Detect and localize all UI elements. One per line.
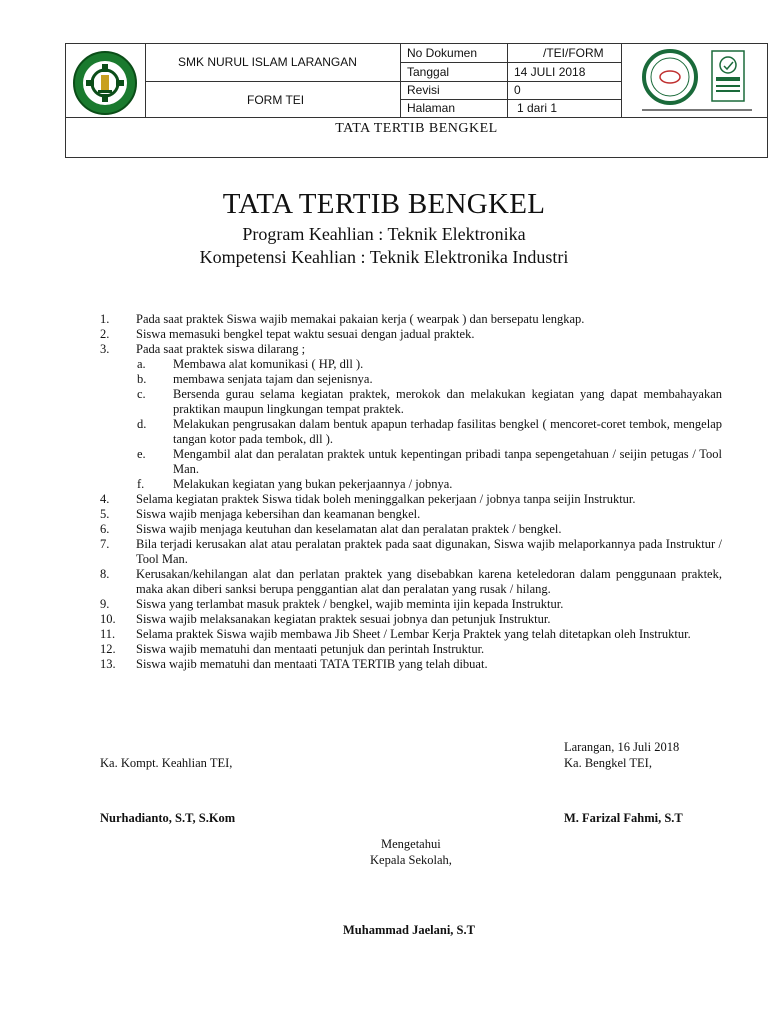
mengetahui-label: Mengetahui bbox=[381, 837, 441, 851]
rule-number: 6. bbox=[100, 522, 110, 536]
field-label-tanggal: Tanggal bbox=[407, 65, 450, 79]
sub-letter: b. bbox=[137, 372, 147, 386]
field-label-revisi: Revisi bbox=[407, 83, 440, 97]
field-label-halaman: Halaman bbox=[407, 101, 456, 115]
program-keahlian: Program Keahlian : Teknik Elektronika bbox=[242, 224, 526, 244]
rule-text: Pada saat praktek Siswa wajib memakai pakaian kerja ( wearpak ) dan bersepatu lengkap. bbox=[136, 312, 585, 326]
rule-text: Siswa yang terlambat masuk praktek / bengkel, wajib meminta ijin kepada Instruktur. bbox=[136, 597, 564, 611]
list-item bbox=[100, 492, 722, 507]
sub-text: Melakukan pengrusakan dalam bentuk apapun terhadap fasilitas bengkel ( mencoret-coret tembok, mengelap tangan kotor pada tembok, dll ). bbox=[173, 417, 722, 446]
school-name: SMK NURUL ISLAM LARANGAN bbox=[178, 55, 357, 69]
sub-text: membawa senjata tajam dan sejenisnya. bbox=[173, 372, 373, 386]
document-header bbox=[65, 43, 768, 158]
rule-text: Siswa wajib melaksanakan kegiatan praktek sesuai jobnya dan petunjuk Instruktur. bbox=[136, 612, 551, 626]
header-banner-title: TATA TERTIB BENGKEL bbox=[335, 121, 498, 136]
list-item bbox=[100, 612, 722, 627]
list-item bbox=[100, 567, 722, 597]
field-value-halaman: 1 dari 1 bbox=[517, 101, 558, 115]
rule-number: 3. bbox=[100, 342, 110, 356]
sub-item bbox=[100, 372, 722, 387]
list-item bbox=[100, 312, 722, 327]
head-signatory-name: Muhammad Jaelani, S.T bbox=[343, 923, 475, 937]
sub-text: Mengambil alat dan peralatan praktek untuk kepentingan pribadi tanpa sepengetahuan / seijin petugas / Tool Man. bbox=[173, 447, 722, 476]
rule-number: 7. bbox=[100, 537, 110, 551]
rule-number: 9. bbox=[100, 597, 110, 611]
list-item bbox=[100, 342, 722, 357]
sub-text: Bersenda gurau selama kegiatan praktek, merokok dan melakukan kegiatan yang dapat membahayakan praktikan maupun lingkungan tempat praktek. bbox=[173, 387, 722, 416]
rule-number: 8. bbox=[100, 567, 110, 581]
school-logo-icon bbox=[72, 50, 138, 116]
rule-text: Siswa wajib mematuhi dan mentaati petunjuk dan perintah Instruktur. bbox=[136, 642, 485, 656]
rule-text: Selama kegiatan praktek Siswa tidak boleh meninggalkan pekerjaan / jobnya tanpa seijin Instruktur. bbox=[136, 492, 636, 506]
sub-letter: f. bbox=[137, 477, 145, 491]
certification-logos-icon bbox=[632, 47, 766, 119]
list-item bbox=[100, 507, 722, 522]
list-item bbox=[100, 522, 722, 537]
rule-number: 1. bbox=[100, 312, 110, 326]
rule-text: Kerusakan/kehilangan alat dan perlatan praktek yang disebabkan karena keteledoran dalam penggunaan praktek, maka akan diberi sanksi berupa penggantian alat dan peralatan yang rusak / hilang. bbox=[136, 567, 722, 596]
field-value-tanggal: 14 JULI 2018 bbox=[514, 65, 586, 79]
rules-list bbox=[100, 312, 722, 672]
sub-item bbox=[100, 477, 722, 492]
sub-item bbox=[100, 387, 722, 417]
kompetensi-keahlian: Kompetensi Keahlian : Teknik Elektronika Industri bbox=[199, 247, 569, 267]
rule-text: Selama praktek Siswa wajib membawa Jib Sheet / Lembar Kerja Praktek yang telah ditetapkan oleh Instruktur. bbox=[136, 627, 691, 641]
rule-number: 4. bbox=[100, 492, 110, 506]
rule-number: 12. bbox=[100, 642, 116, 656]
rule-text: Bila terjadi kerusakan alat atau peralatan praktek pada saat digunakan, Siswa wajib melaporkannya pada Instruktur / Tool Man. bbox=[136, 537, 722, 566]
sub-item bbox=[100, 357, 722, 372]
rule-number: 13. bbox=[100, 657, 116, 671]
right-role: Ka. Bengkel TEI, bbox=[564, 756, 652, 770]
sub-text: Melakukan kegiatan yang bukan pekerjaannya / jobnya. bbox=[173, 477, 453, 491]
rule-number: 5. bbox=[100, 507, 110, 521]
sub-letter: d. bbox=[137, 417, 147, 431]
sub-item bbox=[100, 447, 722, 477]
sub-letter: e. bbox=[137, 447, 146, 461]
left-role: Ka. Kompt. Keahlian TEI, bbox=[100, 756, 233, 770]
sub-letter: a. bbox=[137, 357, 146, 371]
sub-text: Membawa alat komunikasi ( HP, dll ). bbox=[173, 357, 364, 371]
field-label-no-dokumen: No Dokumen bbox=[407, 46, 478, 60]
list-item bbox=[100, 627, 722, 642]
rule-text: Siswa memasuki bengkel tepat waktu sesuai dengan jadual praktek. bbox=[136, 327, 475, 341]
form-name: FORM TEI bbox=[247, 93, 305, 107]
rule-number: 2. bbox=[100, 327, 110, 341]
place-date: Larangan, 16 Juli 2018 bbox=[564, 740, 680, 754]
list-item bbox=[100, 597, 722, 612]
left-signatory-name: Nurhadianto, S.T, S.Kom bbox=[100, 811, 236, 825]
rule-text: Siswa wajib menjaga keutuhan dan keselamatan alat dan peralatan praktek / bengkel. bbox=[136, 522, 562, 536]
rule-text: Siswa wajib mematuhi dan mentaati TATA TERTIB yang telah dibuat. bbox=[136, 657, 488, 671]
list-item bbox=[100, 327, 722, 342]
rule-text: Pada saat praktek siswa dilarang ; bbox=[136, 342, 306, 356]
list-item bbox=[100, 537, 722, 567]
rule-number: 11. bbox=[100, 627, 116, 641]
page-title: TATA TERTIB BENGKEL bbox=[222, 188, 546, 220]
list-item bbox=[100, 642, 722, 657]
head-role: Kepala Sekolah, bbox=[370, 853, 452, 867]
right-signatory-name: M. Farizal Fahmi, S.T bbox=[564, 811, 683, 825]
rule-number: 10. bbox=[100, 612, 116, 626]
list-item bbox=[100, 657, 722, 672]
field-value-no-dokumen: /TEI/FORM bbox=[543, 46, 604, 60]
sub-item bbox=[100, 417, 722, 447]
field-value-revisi: 0 bbox=[514, 83, 521, 97]
rule-text: Siswa wajib menjaga kebersihan dan keamanan bengkel. bbox=[136, 507, 421, 521]
sub-letter: c. bbox=[137, 387, 146, 401]
